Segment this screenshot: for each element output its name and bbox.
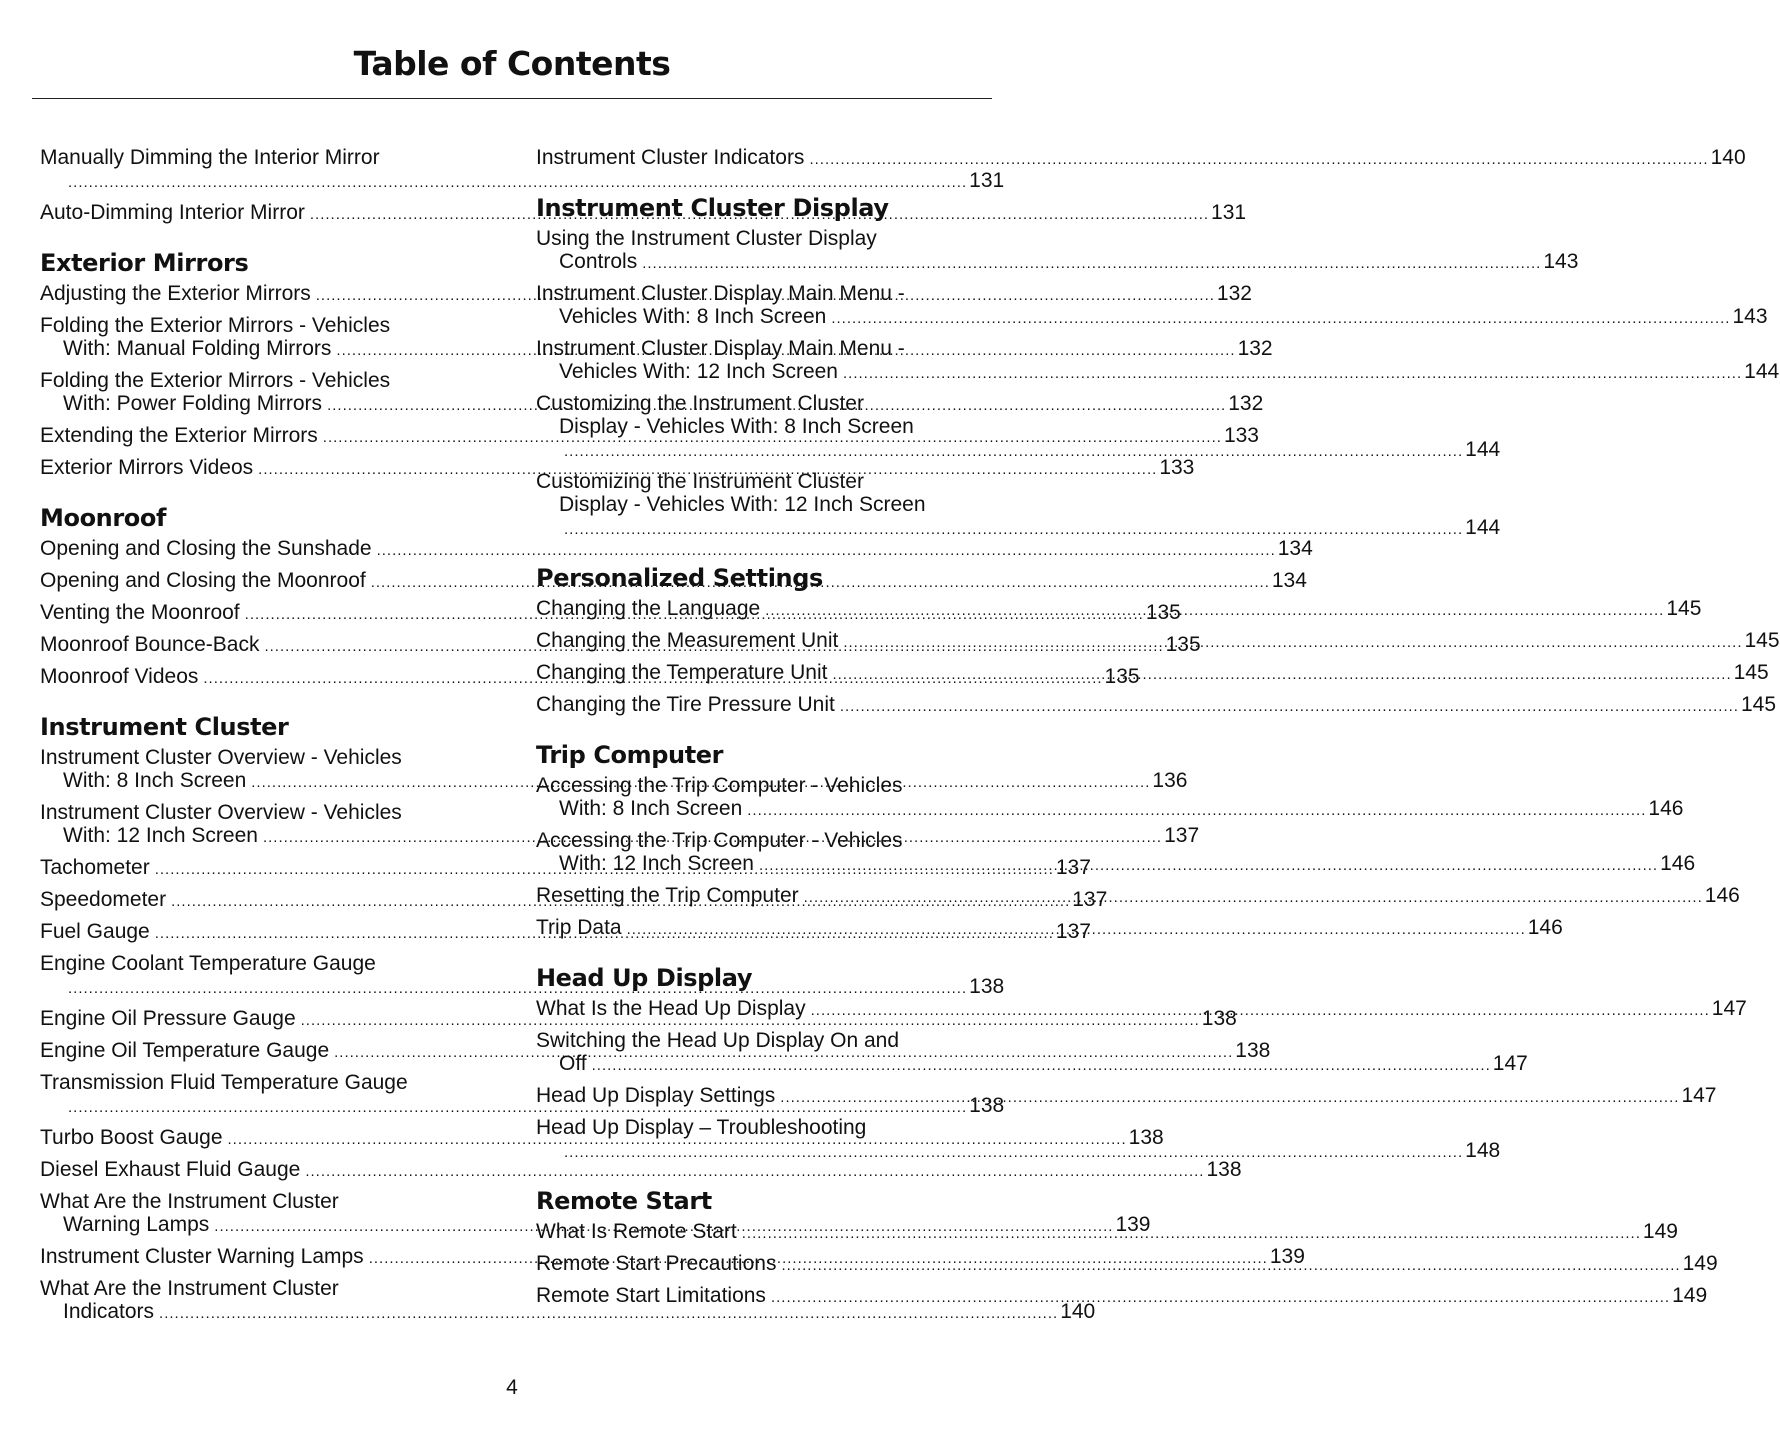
- toc-entry-title: Instrument Cluster Indicators: [536, 146, 805, 169]
- dot-leader: [811, 999, 1710, 1022]
- section-heading-head-up-display: Head Up Display: [536, 964, 753, 992]
- section-heading-exterior-mirrors: Exterior Mirrors: [40, 249, 249, 277]
- toc-entry-title: Warning Lamps: [63, 1213, 210, 1236]
- toc-entry-title: Tachometer: [40, 856, 150, 879]
- toc-entry-page-number: 131: [1211, 201, 1247, 224]
- dot-leader: [780, 1086, 1679, 1109]
- toc-entry-page-number: 145: [1666, 597, 1702, 620]
- toc-entry-title: Resetting the Trip Computer: [536, 884, 799, 907]
- toc-entry-page-number: 145: [1744, 629, 1780, 652]
- dot-leader: [840, 695, 1739, 718]
- toc-entry-page-number: 135: [1145, 601, 1181, 624]
- toc-entry[interactable]: [40, 456, 1195, 481]
- page-number: 4: [506, 1376, 518, 1399]
- toc-entry-page-number: 131: [969, 169, 1005, 192]
- toc-entry-page-number: 149: [1642, 1220, 1678, 1243]
- toc-entry-title: Engine Oil Pressure Gauge: [40, 1007, 296, 1030]
- toc-entry-title: Customizing the Instrument Cluster: [536, 470, 864, 493]
- toc-entry-page-number: 134: [1277, 537, 1313, 560]
- toc-entry-page-number: 137: [1055, 856, 1091, 879]
- toc-entry-page-number: 137: [1072, 888, 1108, 911]
- toc-entry-page-number: 138: [1201, 1007, 1237, 1030]
- toc-entry-title: With: 8 Inch Screen: [559, 797, 743, 820]
- toc-entry-page-number: 138: [1235, 1039, 1271, 1062]
- toc-entry-title: Customizing the Instrument Cluster: [536, 392, 864, 415]
- dot-leader: [564, 1141, 1463, 1164]
- toc-entry-title: Exterior Mirrors Videos: [40, 456, 254, 479]
- toc-entry-page-number: 140: [1710, 146, 1746, 169]
- toc-entry-title: Instrument Cluster Overview - Vehicles: [40, 801, 402, 824]
- toc-entry-title: Head Up Display – Troubleshooting: [536, 1116, 867, 1139]
- dot-leader: [627, 918, 1526, 941]
- toc-entry-page-number: 139: [1115, 1213, 1151, 1236]
- toc-entry-title: Accessing the Trip Computer - Vehicles: [536, 829, 903, 852]
- toc-entry-title: Opening and Closing the Moonroof: [40, 569, 366, 592]
- toc-entry-page-number: 144: [1465, 516, 1501, 539]
- toc-entry-page-number: 140: [1060, 1300, 1096, 1323]
- toc-entry-title: Auto-Dimming Interior Mirror: [40, 201, 305, 224]
- toc-entry-title: Switching the Head Up Display On and: [536, 1029, 900, 1052]
- section-heading-moonroof: Moonroof: [40, 504, 166, 532]
- toc-entry-page-number: 132: [1216, 282, 1252, 305]
- toc-entry[interactable]: [40, 1158, 1242, 1183]
- dot-leader: [843, 631, 1742, 654]
- section-heading-trip-computer: Trip Computer: [536, 741, 724, 769]
- toc-entry-title: Vehicles With: 12 Inch Screen: [559, 360, 838, 383]
- toc-entry-title: What Is Remote Start: [536, 1220, 737, 1243]
- toc-entry-title: Folding the Exterior Mirrors - Vehicles: [40, 369, 391, 392]
- dot-leader: [742, 1222, 1641, 1245]
- toc-entry-page-number: 145: [1740, 693, 1777, 716]
- toc-entry-title: Indicators: [63, 1300, 155, 1323]
- toc-entry-title: Controls: [559, 250, 638, 273]
- section-heading-instrument-cluster: Instrument Cluster: [40, 713, 289, 741]
- section-heading-remote-start: Remote Start: [536, 1187, 712, 1215]
- dot-leader: [831, 307, 1730, 330]
- toc-entry-title: Moonroof Videos: [40, 665, 199, 688]
- toc-entry-title: Venting the Moonroof: [40, 601, 240, 624]
- toc-entry-page-number: 135: [1104, 665, 1140, 688]
- toc-entry-title: Turbo Boost Gauge: [40, 1126, 223, 1149]
- toc-entry-title: Vehicles With: 8 Inch Screen: [559, 305, 827, 328]
- dot-leader: [771, 1286, 1670, 1309]
- toc-entry-title: With: 12 Inch Screen: [63, 824, 258, 847]
- toc-entry-title: Adjusting the Exterior Mirrors: [40, 282, 311, 305]
- toc-entry-page-number: 138: [1206, 1158, 1242, 1181]
- toc-entry-title: Engine Oil Temperature Gauge: [40, 1039, 330, 1062]
- toc-entry-page-number: 133: [1159, 456, 1195, 479]
- toc-entry-title: Engine Coolant Temperature Gauge: [40, 952, 376, 975]
- toc-entry-title: Instrument Cluster Overview - Vehicles: [40, 746, 402, 769]
- toc-entry-title: Off: [559, 1052, 587, 1075]
- dot-leader: [804, 886, 1703, 909]
- toc-entry-page-number: 138: [1128, 1126, 1164, 1149]
- toc-entry[interactable]: [536, 1284, 1708, 1309]
- toc-entry-title: Instrument Cluster Display Main Menu -: [536, 337, 905, 360]
- toc-entry[interactable]: [536, 693, 1777, 718]
- toc-entry-title: Transmission Fluid Temperature Gauge: [40, 1071, 408, 1094]
- toc-entry-title: Opening and Closing the Sunshade: [40, 537, 372, 560]
- toc-entry-page-number: 149: [1672, 1284, 1708, 1307]
- toc-entry[interactable]: [536, 227, 1579, 275]
- toc-entry-page-number: 143: [1732, 305, 1768, 328]
- toc-entry-page-number: 148: [1465, 1139, 1501, 1162]
- toc-entry-page-number: 133: [1223, 424, 1259, 447]
- toc-entry-page-number: 138: [969, 1094, 1005, 1117]
- toc-entry-title: With: Manual Folding Mirrors: [63, 337, 332, 360]
- toc-entry-page-number: 147: [1681, 1084, 1717, 1107]
- section-heading-instrument-cluster-display: Instrument Cluster Display: [536, 194, 889, 222]
- toc-entry-title: Remote Start Precautions: [536, 1252, 777, 1275]
- dot-leader: [809, 148, 1708, 171]
- dot-leader: [759, 854, 1658, 877]
- toc-entry-page-number: 137: [1164, 824, 1200, 847]
- toc-entry-page-number: 139: [1269, 1245, 1305, 1268]
- toc-entry-title: Remote Start Limitations: [536, 1284, 766, 1307]
- toc-entry-title: Moonroof Bounce-Back: [40, 633, 260, 656]
- dot-leader: [592, 1054, 1491, 1077]
- toc-entry-title: Changing the Language: [536, 597, 761, 620]
- dot-leader: [781, 1254, 1680, 1277]
- toc-entry-page-number: 132: [1228, 392, 1264, 415]
- toc-entry-page-number: 132: [1237, 337, 1273, 360]
- toc-entry-title: What Are the Instrument Cluster: [40, 1277, 339, 1300]
- toc-entry[interactable]: [40, 537, 1313, 562]
- toc-entry-page-number: 138: [969, 975, 1005, 998]
- toc-entry-title: Using the Instrument Cluster Display: [536, 227, 877, 250]
- toc-entry-title: Changing the Temperature Unit: [536, 661, 828, 684]
- toc-entry-title: Trip Data: [536, 916, 622, 939]
- dot-leader: [765, 599, 1664, 622]
- toc-entry-title: With: 12 Inch Screen: [559, 852, 754, 875]
- toc-entry-title: What Is the Head Up Display: [536, 997, 806, 1020]
- toc-entry-page-number: 144: [1465, 438, 1501, 461]
- toc-entry-title: Accessing the Trip Computer - Vehicles: [536, 774, 903, 797]
- toc-entry-page-number: 135: [1165, 633, 1201, 656]
- toc-entry-page-number: 147: [1492, 1052, 1528, 1075]
- toc-entry-title: Instrument Cluster Display Main Menu -: [536, 282, 905, 305]
- toc-entry-page-number: 146: [1648, 797, 1684, 820]
- toc-entry-title: With: 8 Inch Screen: [63, 769, 247, 792]
- toc-entry-title: Display - Vehicles With: 12 Inch Screen: [559, 493, 926, 516]
- section-heading-personalized-settings: Personalized Settings: [536, 564, 823, 592]
- toc-entry-page-number: 146: [1527, 916, 1563, 939]
- toc-entry-page-number: 136: [1152, 769, 1188, 792]
- toc-entry-page-number: 137: [1055, 920, 1091, 943]
- toc-entry-title: Extending the Exterior Mirrors: [40, 424, 318, 447]
- toc-entry-title: Changing the Tire Pressure Unit: [536, 693, 835, 716]
- toc-entry-title: Display - Vehicles With: 8 Inch Screen: [559, 415, 914, 438]
- toc-entry-title: What Are the Instrument Cluster: [40, 1190, 339, 1213]
- toc-entry-title: Manually Dimming the Interior Mirror: [40, 146, 380, 169]
- toc-entry-title: Speedometer: [40, 888, 167, 911]
- toc-entry-title: Diesel Exhaust Fluid Gauge: [40, 1158, 301, 1181]
- toc-entry-page-number: 147: [1711, 997, 1747, 1020]
- toc-entry-title: Changing the Measurement Unit: [536, 629, 839, 652]
- dot-leader: [642, 252, 1541, 275]
- dot-leader: [564, 440, 1463, 463]
- toc-entry-title: Instrument Cluster Warning Lamps: [40, 1245, 364, 1268]
- toc-entry-page-number: 146: [1704, 884, 1740, 907]
- toc-entry-title: Head Up Display Settings: [536, 1084, 776, 1107]
- toc-entry-page-number: 149: [1682, 1252, 1718, 1275]
- toc-entry-title: With: Power Folding Mirrors: [63, 392, 323, 415]
- toc-entry-page-number: 146: [1660, 852, 1696, 875]
- toc-entry[interactable]: [536, 146, 1746, 171]
- toc-entry[interactable]: [536, 470, 1501, 541]
- dot-leader: [564, 518, 1463, 541]
- dot-leader: [843, 362, 1742, 385]
- toc-entry-page-number: 143: [1543, 250, 1579, 273]
- toc-entry-page-number: 134: [1271, 569, 1307, 592]
- toc-entry-page-number: 144: [1744, 360, 1780, 383]
- title-divider: [32, 98, 992, 99]
- toc-entry-title: Fuel Gauge: [40, 920, 150, 943]
- toc-entry-title: Folding the Exterior Mirrors - Vehicles: [40, 314, 391, 337]
- toc-entry-page-number: 145: [1733, 661, 1769, 684]
- page-title: Table of Contents: [353, 44, 671, 83]
- dot-leader: [832, 663, 1731, 686]
- dot-leader: [747, 799, 1646, 822]
